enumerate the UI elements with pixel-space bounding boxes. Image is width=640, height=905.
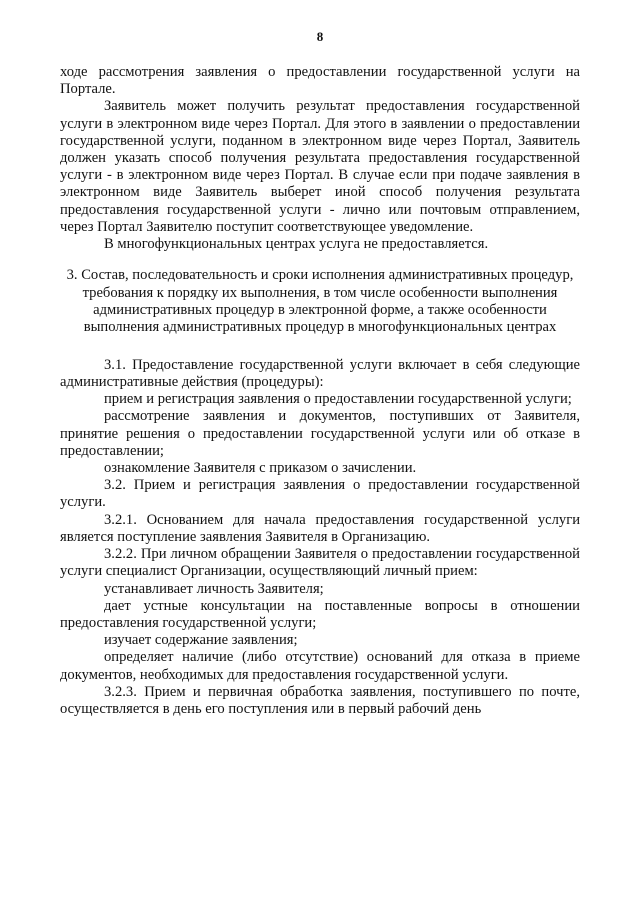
paragraph: 3.2.3. Прием и первичная обработка заявления, поступившего по почте, осуществляется в день его поступления или в первый рабочий день — [60, 683, 580, 717]
paragraph: ходе рассмотрения заявления о предоставлении государственной услуги на Портале. — [60, 64, 580, 98]
list-item: определяет наличие (либо отсутствие) оснований для отказа в приеме документов, необходимых для предоставления государственной услуги. — [60, 649, 580, 683]
paragraph: В многофункциональных центрах услуга не предоставляется. — [104, 236, 489, 253]
section-heading: 3. Состав, последовательность и сроки исполнения административных процедур, требования к порядку их выполнения, в том числе особенности выполнения административных процедур в электронной форме, а также особенности выполнения административных процедур в многофункциональных центрах — [66, 267, 574, 336]
paragraph: 3.2. Прием и регистрация заявления о предоставлении государственной услуги. — [60, 477, 580, 511]
list-item: рассмотрение заявления и документов, поступивших от Заявителя, принятие решения о предоставлении государственной услуги или об отказе в предоставлении; — [60, 408, 580, 459]
list-item: ознакомление Заявителя с приказом о зачислении. — [104, 460, 417, 477]
paragraph: 3.1. Предоставление государственной услуги включает в себя следующие административные действия (процедуры): — [60, 356, 580, 391]
page-number: 8 — [316, 29, 324, 44]
list-item: дает устные консультации на поставленные вопросы в отношении предоставления государственной услуги; — [60, 597, 580, 631]
list-item: изучает содержание заявления; — [104, 632, 298, 649]
list-item: устанавливает личность Заявителя; — [104, 580, 324, 597]
paragraph: 3.2.1. Основанием для начала предоставления государственной услуги является поступление заявления Заявителя в Организацию. — [60, 511, 580, 545]
document-body — [60, 64, 580, 718]
list-item: прием и регистрация заявления о предоставлении государственной услуги; — [104, 391, 572, 408]
paragraph: 3.2.2. При личном обращении Заявителя о предоставлении государственной услуги специалист Организации, осуществляющий личный прием: — [60, 546, 580, 580]
paragraph: Заявитель может получить результат предоставления государственной услуги в электронном виде через Портал. Для этого в заявлении о предоставлении государственной услуги, поданном в электронном виде через Портал, Заявитель должен указать способ получения результата предоставления государственной услуги - в электронном виде через Портал. В случае если при подаче заявления в электронном виде Заявитель выберет иной способ получения результата предоставления государственной услуги - лично или почтовым отправлением, через Портал Заявителю поступит соответствующее уведомление. — [60, 98, 580, 235]
